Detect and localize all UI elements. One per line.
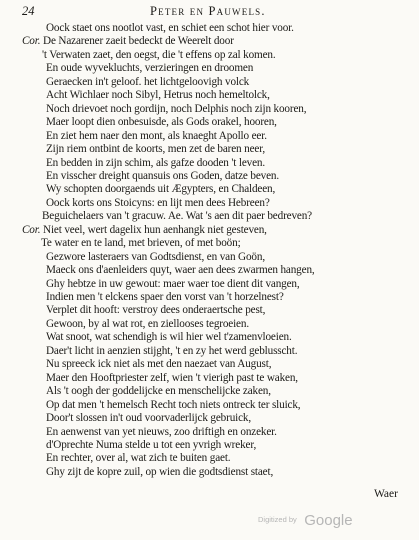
line-text: Wat snoot, wat schendigh is wil hier wel t'zamenvloeien. <box>46 331 292 344</box>
line-text: d'Oprechte Numa stelde u tot een yvrigh wreker, <box>46 438 257 451</box>
line-text: Wy schopten doorgaends uit Ægypters, en Chaldeen, <box>46 183 276 196</box>
verse-line <box>46 464 273 480</box>
line-text: 't Verwaten zaet, den oegst, die 't effens op zal komen. <box>42 48 276 61</box>
line-text: Door't slossen in't oud voorvaderlijck gebruick, <box>46 412 252 425</box>
line-text: Beguichelaers van 't gracuw. Ae. Wat 's aen dit paer bedreven? <box>42 210 312 223</box>
line-text: Ghy hebtze in uw gewout: maer waer toe dient dit vangen, <box>46 277 300 290</box>
line-text: Zijn riem ontbint de koorts, men zet de baren neer, <box>46 143 265 156</box>
line-text: En ziet hem naer den mont, als knaeght Apollo eer. <box>46 129 267 142</box>
line-text: Verplet dit hooft: verstroy dees onderaertsche pest, <box>46 304 266 317</box>
watermark-prefix: Digitized by <box>258 515 297 524</box>
line-text: Op dat men 't hemelsch Recht toch niets ontreck ter sluick, <box>46 398 301 411</box>
line-text: Oock staet ons nootlot vast, en schiet een schot hier voor. <box>46 22 294 34</box>
line-text: Gewoon, by al wat rot, en ziellooses tegroeien. <box>46 317 249 330</box>
line-text: Te water en te land, met brieven, of met boön; <box>41 237 241 250</box>
line-text: Ghy zijt de kopre zuil, op wien die godtsdienst staet, <box>46 465 274 478</box>
line-text: Oock korts ons Stoicyns: en lijt men dees Hebreen? <box>46 196 270 209</box>
line-text: Niet veel, wert dagelix hun aenhangk niet gesteven, <box>43 223 267 236</box>
watermark-brand: Google <box>304 512 353 529</box>
line-text: Maer loopt dien onbesuisde, als Gods orakel, hooren, <box>46 116 277 129</box>
line-text: Gezwore lasteraers van Godtsdienst, en van Goön, <box>46 250 265 263</box>
running-head: Peter en Pauwels. <box>150 4 266 18</box>
line-text: En oude wyvekluchts, verzieringen en droomen <box>46 62 254 75</box>
line-text: En aenwenst van yet nieuws, zoo driftigh en onzeker. <box>46 425 277 438</box>
line-text: En bedden in zijn schim, als gafze dooden 't leven. <box>46 156 265 169</box>
line-text: Geraecken in't geloof. het lichtgeloovigh volck <box>46 75 250 88</box>
line-text: Maeck ons d'aenleiders quyt, waer aen dees zwarmen hangen, <box>46 264 315 277</box>
line-text: De Nazarener zaeit bedeckt de Weerelt door <box>43 35 234 48</box>
speaker-label: Cor. <box>22 35 41 48</box>
line-text: Daer't licht in aenzien stijght, 't en zy het werd geblusscht. <box>46 344 298 357</box>
line-text: En rechter, over al, wat zich te buiten gaet. <box>46 452 231 465</box>
page-number: 24 <box>22 4 35 18</box>
line-text: Nu spreeck ick niet als met den naezaet van August, <box>46 358 272 371</box>
line-text: Maer den Hooftpriester zelf, wien 't vierigh past te waken, <box>46 371 298 384</box>
catchword: Waer <box>374 488 398 500</box>
line-text: Acht Wichlaer noch Sibyl, Hetrus noch hemeltolck, <box>46 89 270 102</box>
line-text: Indien men 't elckens spaer den vorst van 't horzelnest? <box>46 291 284 303</box>
line-text: Als 't oogh der goddelijcke en menschelijcke zaken, <box>46 385 271 398</box>
digitization-watermark <box>258 512 353 530</box>
line-text: En visscher dreight quansuis ons Goden, datze beven. <box>46 169 279 182</box>
line-text: Noch drievoet noch gordijn, noch Delphis noch zijn kooren, <box>46 102 307 115</box>
speaker-label: Cor. <box>22 223 41 236</box>
